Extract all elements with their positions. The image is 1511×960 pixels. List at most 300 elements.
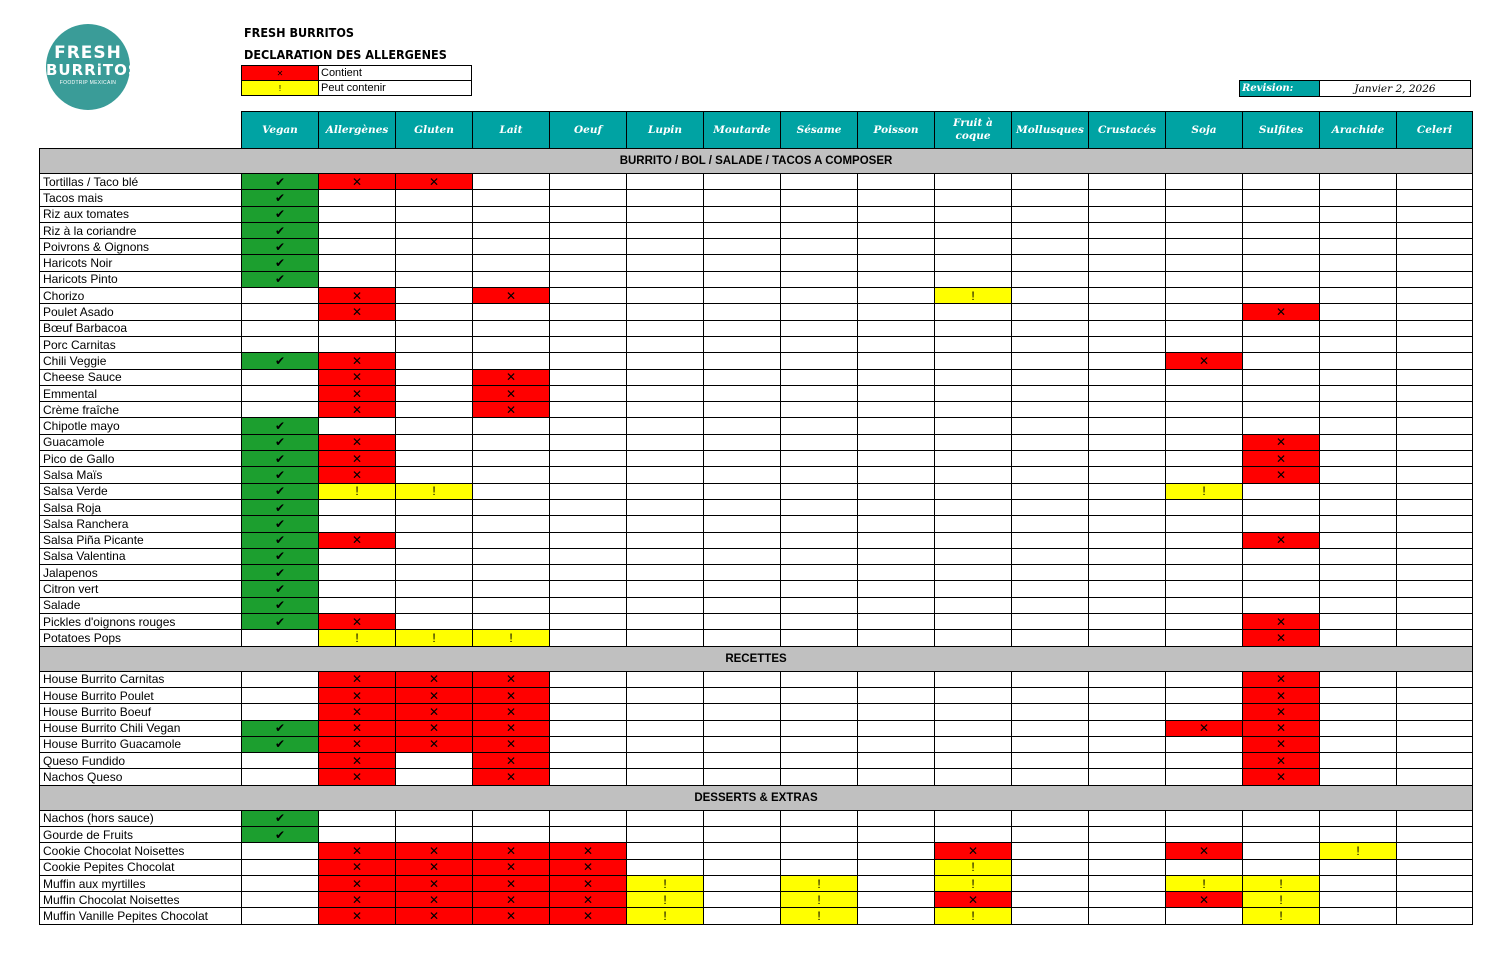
empty-cell: [1397, 875, 1473, 891]
empty-cell: [935, 516, 1012, 532]
empty-cell: [935, 451, 1012, 467]
table-row: [40, 499, 1473, 515]
table-row: [40, 434, 1473, 450]
empty-cell: [781, 597, 858, 613]
empty-cell: [473, 451, 550, 467]
item-name: Riz à la coriandre: [40, 222, 242, 238]
empty-cell: [1089, 687, 1166, 703]
empty-cell: [858, 451, 935, 467]
may-contain-mark: !: [319, 483, 396, 499]
empty-cell: [1320, 288, 1397, 304]
empty-cell: [858, 369, 935, 385]
revision-label: Revision:: [1240, 81, 1320, 97]
empty-cell: [242, 630, 319, 646]
empty-cell: [1089, 671, 1166, 687]
empty-cell: [1397, 565, 1473, 581]
empty-cell: [1397, 336, 1473, 352]
empty-cell: [1089, 304, 1166, 320]
empty-cell: [1243, 385, 1320, 401]
contains-mark: ✕: [319, 908, 396, 924]
table-row: [40, 320, 1473, 336]
vegan-mark: ✔: [242, 597, 319, 613]
contains-mark: ✕: [319, 288, 396, 304]
empty-cell: [1243, 859, 1320, 875]
item-name: Jalapenos: [40, 565, 242, 581]
empty-cell: [1397, 222, 1473, 238]
empty-cell: [858, 516, 935, 532]
empty-cell: [1012, 418, 1089, 434]
empty-cell: [858, 875, 935, 891]
empty-cell: [704, 499, 781, 515]
contains-mark: ✕: [1243, 614, 1320, 630]
empty-cell: [1320, 704, 1397, 720]
table-row: [40, 704, 1473, 720]
empty-cell: [550, 630, 627, 646]
empty-cell: [627, 418, 704, 434]
empty-cell: [704, 736, 781, 752]
empty-cell: [473, 353, 550, 369]
empty-cell: [396, 532, 473, 548]
vegan-mark: ✔: [242, 451, 319, 467]
empty-cell: [242, 769, 319, 785]
item-name: Citron vert: [40, 581, 242, 597]
empty-cell: [1243, 336, 1320, 352]
empty-cell: [858, 908, 935, 924]
empty-cell: [473, 467, 550, 483]
empty-cell: [550, 369, 627, 385]
empty-cell: [1166, 467, 1243, 483]
empty-cell: [781, 859, 858, 875]
empty-cell: [858, 467, 935, 483]
empty-cell: [781, 467, 858, 483]
empty-cell: [1089, 532, 1166, 548]
item-name: House Burrito Guacamole: [40, 736, 242, 752]
contains-mark: ✕: [319, 736, 396, 752]
empty-cell: [627, 597, 704, 613]
empty-cell: [935, 736, 1012, 752]
empty-cell: [627, 222, 704, 238]
contains-mark: ✕: [1166, 843, 1243, 859]
may-contain-mark: !: [473, 630, 550, 646]
empty-cell: [242, 385, 319, 401]
empty-cell: [396, 597, 473, 613]
logo-tagline: FOODTRIP MEXICAIN: [59, 80, 117, 86]
empty-cell: [396, 336, 473, 352]
may-contain-mark: !: [781, 875, 858, 891]
may-contain-mark: !: [1243, 908, 1320, 924]
item-name: House Burrito Poulet: [40, 687, 242, 703]
item-name: Poulet Asado: [40, 304, 242, 320]
empty-cell: [1397, 843, 1473, 859]
empty-cell: [704, 304, 781, 320]
empty-cell: [1166, 548, 1243, 564]
item-name: Salade: [40, 597, 242, 613]
empty-cell: [704, 174, 781, 190]
may-contain-mark: !: [1166, 483, 1243, 499]
vegan-mark: ✔: [242, 271, 319, 287]
item-name: Salsa Ranchera: [40, 516, 242, 532]
empty-cell: [1397, 239, 1473, 255]
empty-cell: [396, 565, 473, 581]
page-title: FRESH BURRITOS: [244, 25, 354, 40]
empty-cell: [935, 271, 1012, 287]
item-name: Chipotle mayo: [40, 418, 242, 434]
table-row: [40, 418, 1473, 434]
contains-mark: ✕: [935, 843, 1012, 859]
empty-cell: [1012, 671, 1089, 687]
empty-cell: [1397, 288, 1473, 304]
empty-cell: [935, 581, 1012, 597]
empty-cell: [473, 304, 550, 320]
empty-cell: [396, 769, 473, 785]
may-contain-mark: !: [935, 859, 1012, 875]
empty-cell: [473, 320, 550, 336]
empty-cell: [935, 418, 1012, 434]
empty-cell: [1243, 255, 1320, 271]
empty-cell: [704, 859, 781, 875]
vegan-mark: ✔: [242, 516, 319, 532]
contains-mark: ✕: [396, 875, 473, 891]
empty-cell: [1320, 255, 1397, 271]
empty-cell: [396, 451, 473, 467]
empty-cell: [935, 826, 1012, 842]
empty-cell: [935, 630, 1012, 646]
contains-mark: ✕: [473, 687, 550, 703]
empty-cell: [473, 434, 550, 450]
table-row: [40, 255, 1473, 271]
empty-cell: [1089, 810, 1166, 826]
empty-cell: [1397, 671, 1473, 687]
contains-mark: ✕: [550, 875, 627, 891]
column-header: Allergènes: [319, 112, 396, 149]
empty-cell: [1243, 402, 1320, 418]
table-row: [40, 810, 1473, 826]
empty-cell: [473, 483, 550, 499]
empty-cell: [781, 753, 858, 769]
empty-cell: [550, 581, 627, 597]
empty-cell: [704, 875, 781, 891]
empty-cell: [1243, 843, 1320, 859]
item-name: Salsa Verde: [40, 483, 242, 499]
empty-cell: [1012, 548, 1089, 564]
empty-cell: [627, 704, 704, 720]
may-contain-mark: !: [319, 630, 396, 646]
empty-cell: [704, 271, 781, 287]
section-title: DESSERTS & EXTRAS: [40, 785, 1473, 810]
empty-cell: [1320, 483, 1397, 499]
empty-cell: [319, 239, 396, 255]
column-header: Lupin: [627, 112, 704, 149]
item-name: Pico de Gallo: [40, 451, 242, 467]
item-name: Salsa Roja: [40, 499, 242, 515]
empty-cell: [319, 516, 396, 532]
empty-cell: [1012, 239, 1089, 255]
table-row: [40, 597, 1473, 613]
empty-cell: [1012, 843, 1089, 859]
empty-cell: [1320, 630, 1397, 646]
empty-cell: [1089, 597, 1166, 613]
contains-mark: ✕: [473, 402, 550, 418]
empty-cell: [242, 753, 319, 769]
table-row: [40, 516, 1473, 532]
may-contain-mark: !: [396, 630, 473, 646]
contains-mark: ✕: [550, 859, 627, 875]
empty-cell: [781, 516, 858, 532]
empty-cell: [858, 288, 935, 304]
contains-mark: ✕: [1243, 434, 1320, 450]
empty-cell: [550, 304, 627, 320]
empty-cell: [550, 704, 627, 720]
empty-cell: [1397, 320, 1473, 336]
empty-cell: [1320, 174, 1397, 190]
empty-cell: [1320, 385, 1397, 401]
empty-cell: [1320, 859, 1397, 875]
empty-cell: [396, 581, 473, 597]
table-row: [40, 720, 1473, 736]
column-header-row: [40, 112, 1473, 149]
table-row: [40, 671, 1473, 687]
empty-cell: [473, 206, 550, 222]
empty-cell: [319, 190, 396, 206]
empty-cell: [627, 843, 704, 859]
empty-cell: [858, 418, 935, 434]
empty-cell: [396, 206, 473, 222]
item-name: Nachos (hors sauce): [40, 810, 242, 826]
empty-cell: [935, 304, 1012, 320]
contains-mark: ✕: [473, 704, 550, 720]
empty-cell: [550, 239, 627, 255]
empty-cell: [1243, 418, 1320, 434]
empty-cell: [242, 843, 319, 859]
item-name: Salsa Valentina: [40, 548, 242, 564]
table-row: [40, 206, 1473, 222]
empty-cell: [396, 402, 473, 418]
item-name: Poivrons & Oignons: [40, 239, 242, 255]
contains-mark: ✕: [473, 671, 550, 687]
empty-cell: [319, 499, 396, 515]
may-contain-mark: !: [627, 908, 704, 924]
empty-cell: [1166, 451, 1243, 467]
empty-cell: [1243, 174, 1320, 190]
empty-cell: [781, 736, 858, 752]
empty-cell: [550, 499, 627, 515]
empty-cell: [704, 206, 781, 222]
empty-cell: [1012, 336, 1089, 352]
empty-cell: [242, 892, 319, 908]
empty-cell: [627, 467, 704, 483]
empty-cell: [1397, 206, 1473, 222]
empty-cell: [1397, 892, 1473, 908]
empty-cell: [550, 288, 627, 304]
table-row: [40, 843, 1473, 859]
empty-cell: [550, 671, 627, 687]
empty-cell: [1166, 597, 1243, 613]
empty-cell: [1320, 565, 1397, 581]
empty-cell: [473, 255, 550, 271]
empty-cell: [627, 826, 704, 842]
empty-cell: [1012, 892, 1089, 908]
empty-cell: [935, 704, 1012, 720]
empty-cell: [704, 418, 781, 434]
contains-mark: ✕: [473, 908, 550, 924]
contains-mark: ✕: [319, 720, 396, 736]
contains-mark: ✕: [396, 736, 473, 752]
contains-mark: ✕: [1243, 720, 1320, 736]
empty-cell: [1320, 499, 1397, 515]
contains-mark: ✕: [396, 687, 473, 703]
empty-cell: [1397, 687, 1473, 703]
empty-cell: [704, 548, 781, 564]
empty-cell: [550, 826, 627, 842]
empty-cell: [473, 499, 550, 515]
section-title: BURRITO / BOL / SALADE / TACOS A COMPOSER: [40, 149, 1473, 174]
empty-cell: [627, 190, 704, 206]
empty-cell: [1320, 597, 1397, 613]
empty-cell: [704, 369, 781, 385]
item-name: Salsa Piña Picante: [40, 532, 242, 548]
empty-cell: [550, 222, 627, 238]
empty-cell: [396, 753, 473, 769]
empty-cell: [396, 320, 473, 336]
empty-cell: [242, 875, 319, 891]
table-row: [40, 532, 1473, 548]
empty-cell: [704, 320, 781, 336]
empty-cell: [858, 532, 935, 548]
table-row: [40, 753, 1473, 769]
contains-mark: ✕: [1243, 736, 1320, 752]
empty-cell: [1397, 581, 1473, 597]
empty-cell: [550, 174, 627, 190]
table-row: [40, 336, 1473, 352]
empty-cell: [1397, 467, 1473, 483]
empty-cell: [1012, 385, 1089, 401]
empty-cell: [1166, 239, 1243, 255]
empty-cell: [319, 548, 396, 564]
empty-cell: [704, 336, 781, 352]
empty-cell: [1243, 369, 1320, 385]
empty-cell: [704, 516, 781, 532]
empty-cell: [935, 597, 1012, 613]
contains-mark: ✕: [473, 720, 550, 736]
contains-mark: ✕: [1166, 720, 1243, 736]
empty-cell: [781, 581, 858, 597]
empty-cell: [704, 753, 781, 769]
empty-cell: [1089, 320, 1166, 336]
column-header: Arachide: [1320, 112, 1397, 149]
contains-mark: ✕: [1243, 532, 1320, 548]
table-row: [40, 385, 1473, 401]
empty-cell: [1166, 320, 1243, 336]
column-header: Mollusques: [1012, 112, 1089, 149]
column-header: Vegan: [242, 112, 319, 149]
empty-cell: [1012, 565, 1089, 581]
empty-cell: [1012, 630, 1089, 646]
legend-may-label: Peut contenir: [319, 81, 472, 96]
contains-mark: ✕: [935, 892, 1012, 908]
empty-cell: [781, 402, 858, 418]
empty-cell: [1089, 369, 1166, 385]
empty-cell: [627, 304, 704, 320]
empty-cell: [1089, 875, 1166, 891]
empty-cell: [704, 239, 781, 255]
empty-cell: [704, 614, 781, 630]
empty-cell: [704, 222, 781, 238]
empty-cell: [858, 271, 935, 287]
empty-cell: [1243, 222, 1320, 238]
empty-cell: [704, 483, 781, 499]
empty-cell: [1012, 908, 1089, 924]
empty-cell: [858, 548, 935, 564]
empty-cell: [550, 810, 627, 826]
empty-cell: [1320, 875, 1397, 891]
empty-cell: [396, 190, 473, 206]
empty-cell: [858, 255, 935, 271]
empty-cell: [242, 859, 319, 875]
empty-cell: [396, 467, 473, 483]
empty-cell: [1012, 206, 1089, 222]
empty-cell: [627, 859, 704, 875]
item-name: Salsa Maïs: [40, 467, 242, 483]
empty-cell: [550, 255, 627, 271]
table-row: [40, 402, 1473, 418]
empty-cell: [1397, 532, 1473, 548]
empty-cell: [396, 239, 473, 255]
empty-cell: [550, 190, 627, 206]
table-row: [40, 892, 1473, 908]
empty-cell: [1166, 304, 1243, 320]
revision-date: Janvier 2, 2026: [1320, 81, 1471, 97]
empty-cell: [781, 843, 858, 859]
empty-cell: [1397, 516, 1473, 532]
empty-cell: [1243, 190, 1320, 206]
empty-cell: [396, 353, 473, 369]
empty-cell: [1012, 516, 1089, 532]
legend: [241, 65, 472, 96]
allergen-table-body: [40, 149, 1473, 925]
table-row: [40, 239, 1473, 255]
may-contain-mark: !: [1243, 892, 1320, 908]
empty-cell: [1166, 516, 1243, 532]
contains-mark: ✕: [550, 892, 627, 908]
empty-cell: [704, 720, 781, 736]
empty-cell: [627, 499, 704, 515]
empty-cell: [1089, 451, 1166, 467]
empty-cell: [781, 565, 858, 581]
contains-mark: ✕: [550, 908, 627, 924]
empty-cell: [473, 532, 550, 548]
item-name: House Burrito Boeuf: [40, 704, 242, 720]
empty-cell: [704, 255, 781, 271]
empty-cell: [935, 614, 1012, 630]
empty-cell: [704, 843, 781, 859]
empty-cell: [1320, 614, 1397, 630]
empty-cell: [1320, 206, 1397, 222]
empty-cell: [1012, 810, 1089, 826]
empty-cell: [781, 434, 858, 450]
empty-cell: [627, 288, 704, 304]
empty-cell: [1320, 467, 1397, 483]
empty-cell: [1012, 720, 1089, 736]
empty-cell: [1397, 369, 1473, 385]
contains-mark: ✕: [319, 843, 396, 859]
empty-cell: [473, 271, 550, 287]
empty-cell: [1397, 483, 1473, 499]
empty-cell: [704, 353, 781, 369]
contains-mark: ✕: [319, 769, 396, 785]
empty-cell: [396, 434, 473, 450]
empty-cell: [1320, 736, 1397, 752]
vegan-mark: ✔: [242, 565, 319, 581]
